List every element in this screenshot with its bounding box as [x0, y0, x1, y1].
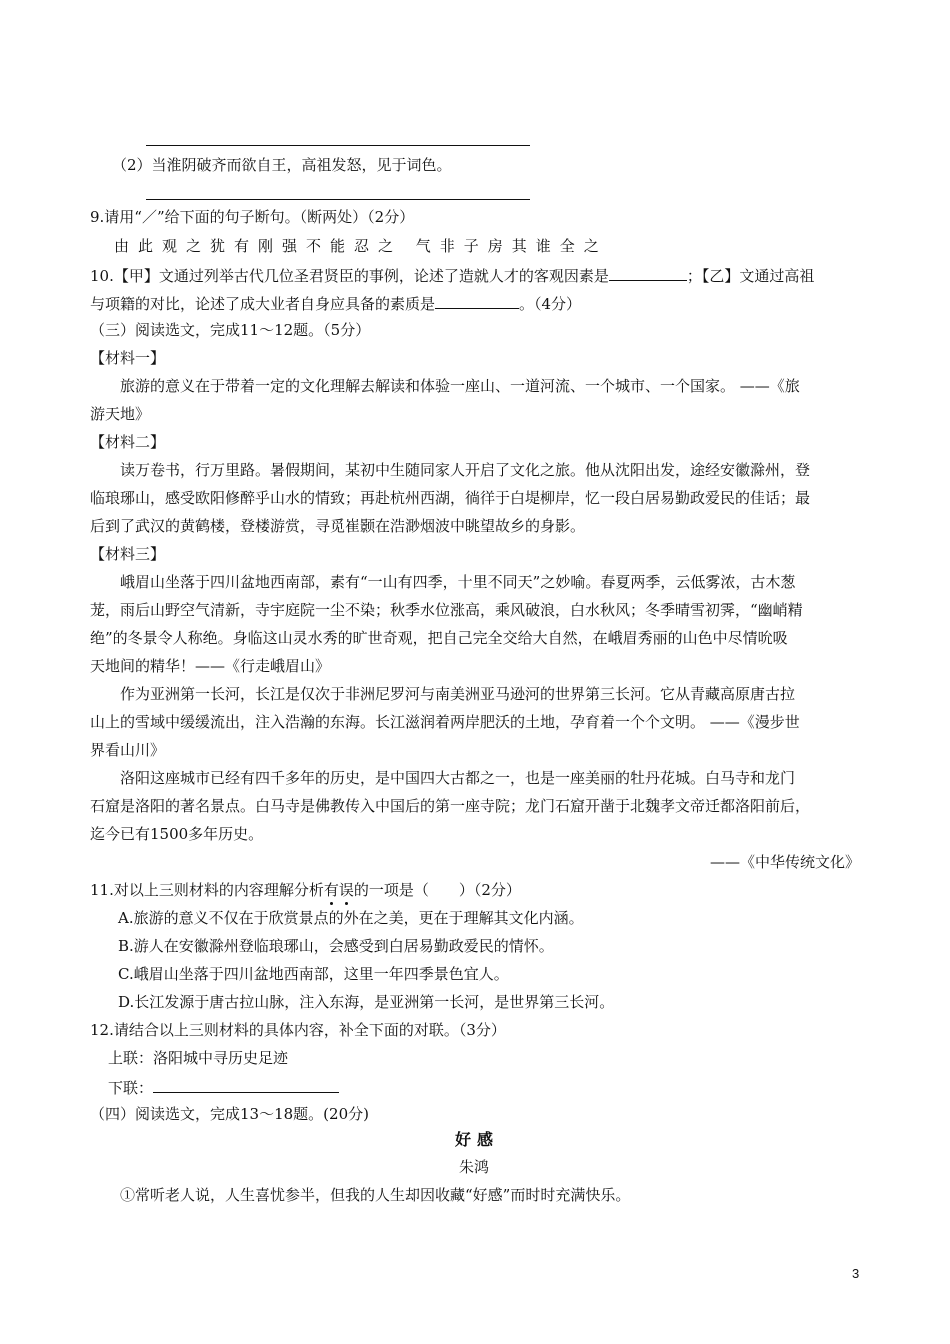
answer-line-1	[146, 145, 530, 146]
material-3-p1-line-2: 茏，雨后山野空气清新，寺宇庭院一尘不染；秋季水位涨高，乘风破浪，白水秋风；冬季晴雪初霁，“幽峭精	[90, 601, 803, 619]
answer-blank-jia	[609, 264, 687, 281]
question-9-sentence: 由此观之犹有刚强不能忍之 气非子房其谁全之	[114, 237, 608, 255]
material-3-p3-line-3: 迄今已有1500多年历史。	[90, 825, 264, 843]
essay-title: 好感	[455, 1130, 500, 1149]
material-3-p3-line-1: 洛阳这座城市已经有四千多年的历史，是中国四大古都之一，也是一座美丽的牡丹花城。白马寺和龙门	[120, 769, 796, 787]
question-10-text-d: 。（4分）	[519, 295, 582, 313]
emphasis-char-2: 误	[338, 881, 354, 899]
question-12: 12.请结合以上三则材料的具体内容，补全下面的对联。（3分）	[90, 1021, 506, 1039]
material-3-p3-line-2: 石窟是洛阳的著名景点。白马寺是佛教传入中国后的第一座寺院；龙门石窟开凿于北魏孝文帝迁都洛阳前后，	[90, 797, 811, 815]
essay-author: 朱鸿	[459, 1158, 490, 1176]
question-11-text-a: 11.对以上三则材料的内容理解分析	[90, 881, 324, 899]
essay-paragraph-1: ①常听老人说，人生喜忧参半，但我的人生却因收藏“好感”而时时充满快乐。	[120, 1186, 631, 1204]
material-3-p2-line-3: 界看山川》	[90, 741, 166, 759]
option-a: A.旅游的意义不仅在于欣赏景点的外在之美，更在于理解其文化内涵。	[118, 909, 584, 927]
couplet-lower-label: 下联：	[108, 1079, 154, 1097]
material-3-p2-line-2: 山上的雪域中缓缓流出，注入浩瀚的东海。长江滋润着两岸肥沃的土地，孕育着一个个文明。 ——《漫步世	[90, 713, 800, 731]
option-b: B.游人在安徽滁州登临琅琊山，会感受到白居易勤政爱民的情怀。	[118, 937, 554, 955]
question-11-text-b: 的一项是（ ）（2分）	[353, 881, 521, 899]
couplet-upper: 上联：洛阳城中寻历史足迹	[108, 1049, 289, 1067]
material-2-heading: 【材料二】	[90, 433, 166, 451]
material-2-line-3: 后到了武汉的黄鹤楼，登楼游赏，寻觅崔颢在浩渺烟波中眺望故乡的身影。	[90, 517, 586, 535]
material-3-p1-line-4: 天地间的精华！——《行走峨眉山》	[90, 657, 331, 675]
couplet-lower	[108, 1076, 339, 1098]
page-number: 3	[852, 1266, 860, 1281]
couplet-answer-blank	[153, 1076, 339, 1093]
question-10-text-b: ；【乙】文通过高祖	[686, 267, 815, 285]
option-c: C.峨眉山坐落于四川盆地西南部，这里一年四季景色宜人。	[118, 965, 509, 983]
question-10-line-1	[90, 264, 814, 286]
material-3-p1-line-1: 峨眉山坐落于四川盆地西南部，素有“一山有四季，十里不同天”之妙喻。春夏两季，云低雾浓，古木葱	[120, 573, 796, 591]
question-10-text-c: 与项籍的对比，论述了成大业者自身应具备的素质是	[90, 295, 436, 313]
material-3-p1-line-3: 绝”的冬景令人称绝。身临这山灵水秀的旷世奇观，把自己完全交给大自然，在峨眉秀丽的山色中尽情吮吸	[90, 629, 788, 647]
material-2-line-1: 读万卷书，行万里路。暑假期间，某初中生随同家人开启了文化之旅。他从沈阳出发，途经安徽滁州，登	[120, 461, 811, 479]
question-10-text-a: 10.【甲】文通过列举古代几位圣君贤臣的事例，论述了造就人才的客观因素是	[90, 267, 609, 285]
material-3-p2-line-1: 作为亚洲第一长河，长江是仅次于非洲尼罗河与南美洲亚马逊河的世界第三长河。它从青藏高原唐古拉	[120, 685, 796, 703]
material-1-line-1: 旅游的意义在于带着一定的文化理解去解读和体验一座山、一道河流、一个城市、一个国家。 ——《旅	[120, 377, 800, 395]
section-3-heading: （三）阅读选文，完成11～12题。（5分）	[90, 321, 371, 339]
q8-item-2: （2）当淮阴破齐而欲自王，高祖发怒，见于词色。	[112, 156, 452, 174]
material-3-source: ——《中华传统文化》	[709, 853, 860, 871]
option-d: D.长江发源于唐古拉山脉，注入东海，是亚洲第一长河，是世界第三长河。	[118, 993, 615, 1011]
material-1-heading: 【材料一】	[90, 349, 166, 367]
answer-line-2	[146, 199, 530, 200]
answer-blank-yi	[435, 292, 519, 309]
question-9: 9.请用“／”给下面的句子断句。（断两处）（2分）	[90, 208, 415, 226]
material-2-line-2: 临琅琊山，感受欧阳修醉乎山水的情致；再赴杭州西湖，徜徉于白堤柳岸，忆一段白居易勤政爱民的佳话；最	[90, 489, 811, 507]
question-11	[90, 880, 521, 900]
section-4-heading: （四）阅读选文，完成13～18题。(20分)	[90, 1105, 369, 1123]
material-1-line-2: 游天地》	[90, 405, 151, 423]
question-10-line-2	[90, 292, 581, 314]
emphasis-char-1: 有	[323, 881, 339, 899]
material-3-heading: 【材料三】	[90, 545, 166, 563]
